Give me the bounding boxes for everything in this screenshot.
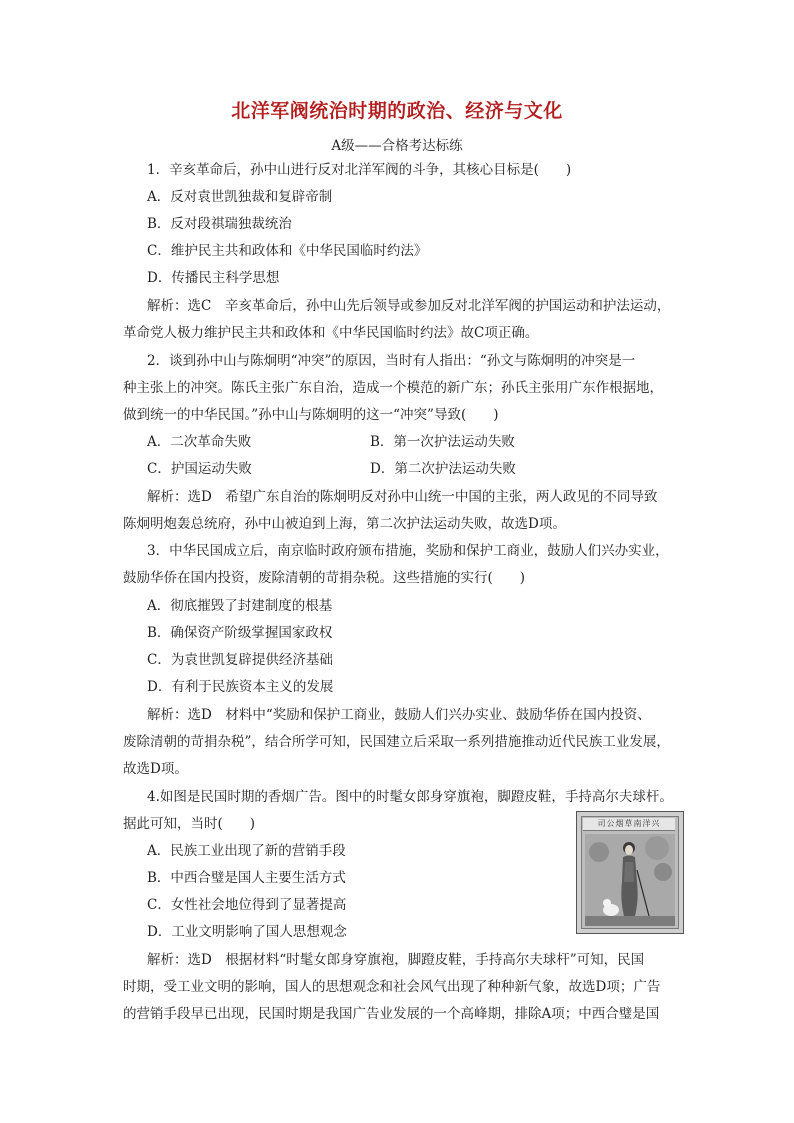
- text-line: 做到统一的中华民国。”孙中山与陈炯明的这一“冲突”导致( ): [123, 407, 499, 423]
- text-line: 据此可知，当时( ): [123, 816, 256, 832]
- ad-illustration: [577, 812, 683, 933]
- text-line: D．第二次护法运动失败: [370, 461, 516, 477]
- text-line: 废除清朝的苛捐杂税”，结合所学可知，民国建立后采取一系列措施推动近代民族工业发展，: [123, 734, 670, 750]
- text-line: A．彻底摧毁了封建制度的根基: [147, 598, 333, 614]
- text-line: 革命党人极力维护民主共和政体和《中华民国临时约法》故C项正确。: [123, 325, 539, 341]
- text-line: C．女性社会地位得到了显著提高: [147, 897, 347, 913]
- text-line: 鼓励华侨在国内投资，废除清朝的苛捐杂税。这些措施的实行( ): [123, 570, 526, 586]
- text-line: D．传播民主科学思想: [147, 270, 280, 286]
- text-line: B．中西合璧是国人主要生活方式: [147, 870, 346, 886]
- text-line: 解析：选D 材料中“奖励和保护工商业，鼓励人们兴办实业、鼓励华侨在国内投资、: [147, 707, 651, 723]
- text-line: B．确保资产阶级掌握国家政权: [147, 625, 333, 641]
- cigarette-ad-image: [576, 811, 684, 934]
- text-line: C．护国运动失败: [147, 461, 252, 477]
- text-line: 种主张上的冲突。陈氏主张广东自治，造成一个模范的新广东；孙氏主张用广东作根据地，: [123, 380, 663, 396]
- text-line: 4.如图是民国时期的香烟广告。图中的时髦女郎身穿旗袍，脚蹬皮鞋，手持高尔夫球杆。: [147, 789, 673, 805]
- text-line: D．有利于民族资本主义的发展: [147, 679, 334, 695]
- text-line: D．工业文明影响了国人思想观念: [147, 924, 347, 940]
- text-line: 时期，受工业文明的影响，国人的思想观念和社会风气出现了种种新气象，故选D项；广告: [123, 979, 661, 995]
- text-line: 解析：选D 希望广东自治的陈炯明反对孙中山统一中国的主张，两人政见的不同导致: [147, 489, 658, 505]
- text-line: 解析：选D 根据材料“时髦女郎身穿旗袍，脚蹬皮鞋，手持高尔夫球杆”可知，民国: [147, 952, 645, 968]
- section-subtitle: A级——合格考达标练: [331, 138, 463, 154]
- text-line: 陈炯明炮轰总统府，孙中山被迫到上海，第二次护法运动失败，故选D项。: [123, 516, 566, 532]
- text-line: A．民族工业出现了新的营销手段: [147, 843, 346, 859]
- text-line: 解析：选C 辛亥革命后，孙中山先后领导或参加反对北洋军阀的护国运动和护法运动，: [147, 298, 671, 314]
- text-line: A．二次革命失败: [147, 434, 252, 450]
- text-line: 1．辛亥革命后，孙中山进行反对北洋军阀的斗争，其核心目标是( ): [147, 162, 572, 178]
- text-line: C．维护民主共和政体和《中华民国临时约法》: [147, 243, 428, 259]
- page-title: 北洋军阀统治时期的政治、经济与文化: [231, 100, 563, 122]
- text-line: C．为袁世凯复辟提供经济基础: [147, 652, 333, 668]
- ad-banner: 司公烟草南洋兴: [583, 818, 675, 831]
- text-line: 的营销手段早已出现，民国时期是我国广告业发展的一个高峰期，排除A项；中西合璧是国: [123, 1006, 660, 1022]
- text-line: B．第一次护法运动失败: [370, 434, 515, 450]
- text-line: 2．谈到孙中山与陈炯明“冲突”的原因，当时有人指出：“孙文与陈炯明的冲突是一: [147, 353, 636, 369]
- text-line: A．反对袁世凯独裁和复辟帝制: [147, 189, 333, 205]
- text-line: B．反对段祺瑞独裁统治: [147, 216, 292, 232]
- text-line: 故选D项。: [123, 761, 188, 777]
- text-line: 3．中华民国成立后，南京临时政府颁布措施，奖励和保护工商业，鼓励人们兴办实业，: [147, 543, 669, 559]
